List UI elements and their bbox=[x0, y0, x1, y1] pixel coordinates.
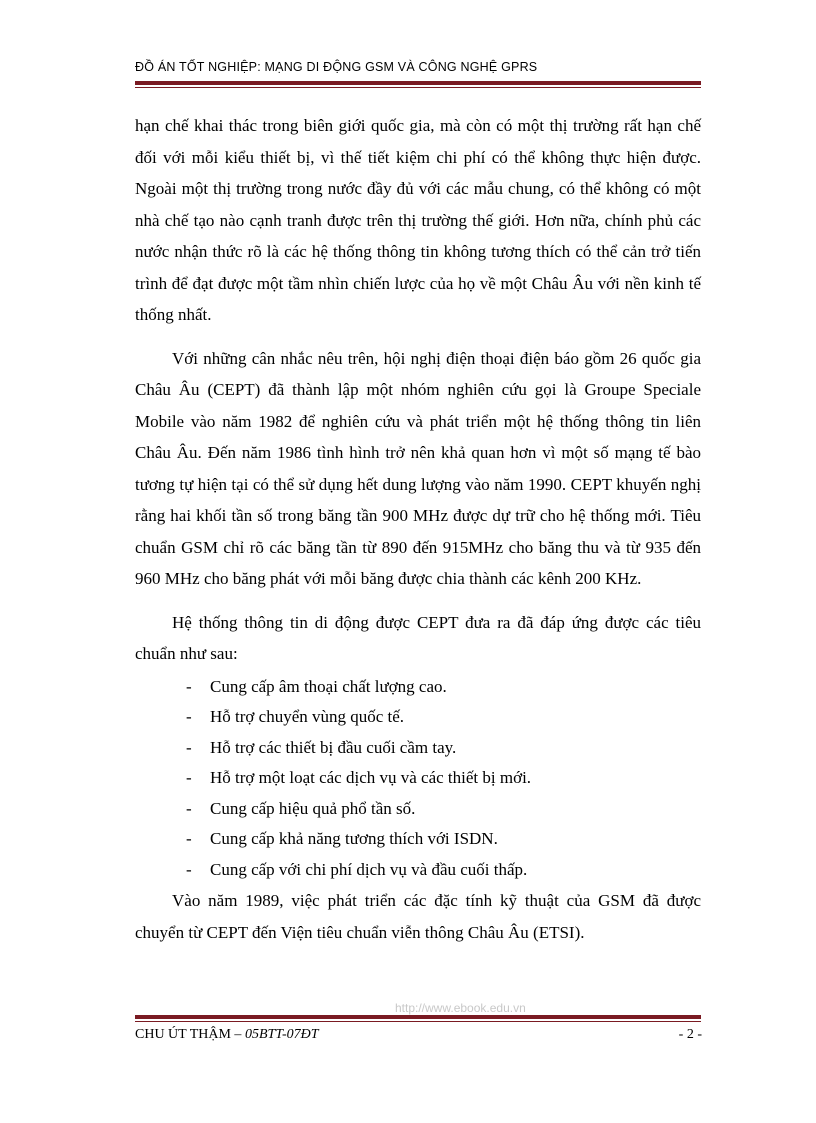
bullet-dash: - bbox=[186, 829, 192, 848]
page-number: - 2 - bbox=[678, 1027, 702, 1042]
footer-author bbox=[135, 1027, 319, 1043]
paragraph-4: Vào năm 1989, việc phát triển các đặc tính kỹ thuật của GSM đã được chuyển từ CEPT đến Viện tiêu chuẩn viễn thông Châu Âu (ETSI). bbox=[135, 891, 701, 942]
bullet-dash: - bbox=[186, 707, 192, 726]
author-name: CHU ÚT THẬM – bbox=[135, 1027, 245, 1042]
bullet-dash: - bbox=[186, 737, 192, 757]
class-code: 05BTT-07ĐT bbox=[244, 1027, 319, 1042]
page-header-title: ĐỒ ÁN TỐT NGHIỆP: MẠNG DI ĐỘNG GSM VÀ CÔNG NGHỆ GPRS bbox=[135, 60, 538, 74]
standards-list bbox=[135, 672, 701, 886]
list-item: - Hỗ trợ các thiết bị đầu cuối cầm tay. bbox=[135, 733, 701, 764]
watermark-url: http://www.ebook.edu.vn bbox=[395, 1001, 526, 1015]
footer-divider bbox=[135, 1015, 701, 1022]
bullet-dash: - bbox=[186, 676, 192, 696]
list-item: - Hỗ trợ chuyển vùng quốc tế. bbox=[135, 702, 701, 733]
list-item: - Cung cấp khả năng tương thích với ISDN. bbox=[135, 824, 701, 855]
list-item: - Cung cấp âm thoại chất lượng cao. bbox=[135, 672, 701, 703]
list-item: - Cung cấp với chi phí dịch vụ và đầu cuối thấp. bbox=[135, 855, 701, 886]
paragraph-2: Với những cân nhắc nêu trên, hội nghị điện thoại điện báo gồm 26 quốc gia Châu Âu (CEPT) đã thành lập một nhóm nghiên cứu gọi là Groupe Speciale Mobile vào năm 1982 để nghiên cứu và phát triển một hệ thống thông tin liên Châu Âu. Đến năm 1986 tình hình trở nên khả quan hơn vì một số mạng tế bào tương tự hiện tại có thể sử dụng hết dung lượng vào năm 1990. CEPT khuyến nghị rằng hai khối tần số trong băng tần 900 MHz được dự trữ cho hệ thống mới. Tiêu chuẩn GSM chỉ rõ các băng tần từ 890 đến 915MHz cho băng thu và từ 935 đến 960 MHz cho băng phát với mỗi băng được chia thành các kênh 200 KHz. bbox=[135, 348, 701, 588]
header-divider bbox=[135, 81, 701, 88]
list-item: - Cung cấp hiệu quả phổ tần số. bbox=[135, 794, 701, 825]
paragraph-3: Hệ thống thông tin di động được CEPT đưa ra đã đáp ứng được các tiêu chuẩn như sau: bbox=[135, 612, 701, 663]
bullet-dash: - bbox=[186, 798, 192, 818]
list-item: - Hỗ trợ một loạt các dịch vụ và các thiết bị mới. bbox=[135, 763, 701, 794]
paragraph-1: hạn chế khai thác trong biên giới quốc gia, mà còn có một thị trường rất hạn chế đối với mỗi kiểu thiết bị, vì thế tiết kiệm chi phí có thể không thực hiện được. Ngoài một thị trường trong nước đầy đủ với các mẫu chung, có thể không có một nhà chế tạo nào cạnh tranh được trên thị trường thế giới. Hơn nữa, chính phủ các nước nhận thức rõ là các hệ thống thông tin không tương thích có thể cản trở tiến trình để đạt được một tầm nhìn chiến lược của họ về một Châu Âu với nền kinh tế thống nhất. bbox=[135, 116, 701, 324]
document-body bbox=[135, 110, 701, 948]
bullet-dash: - bbox=[186, 859, 192, 879]
bullet-dash: - bbox=[186, 768, 192, 787]
